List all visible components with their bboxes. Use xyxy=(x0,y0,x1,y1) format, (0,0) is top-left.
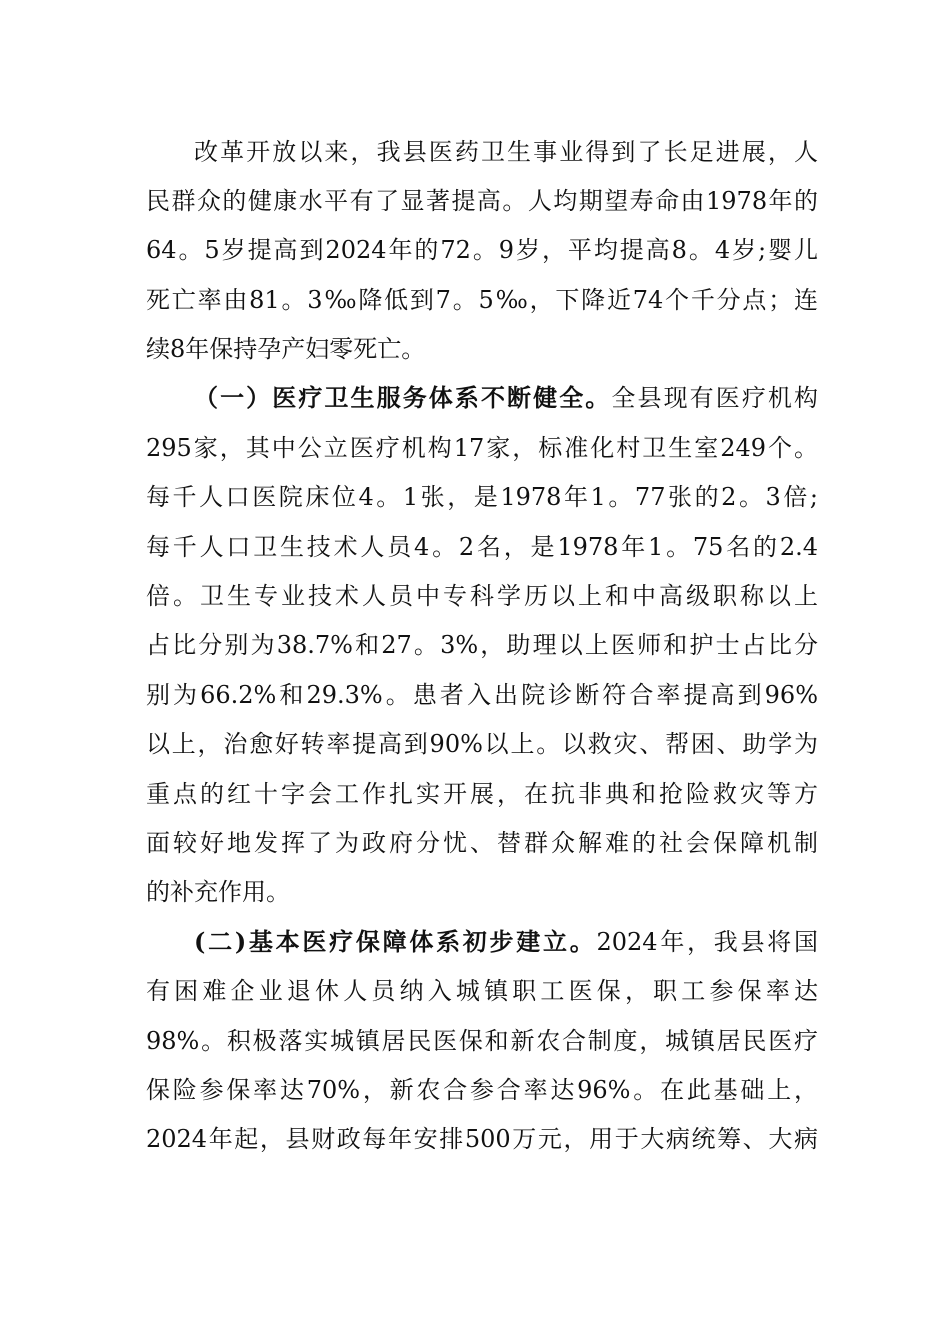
section-heading-2: (二)基本医疗保障体系初步建立。 xyxy=(194,927,597,956)
paragraph-2-line-2: 295家，其中公立医疗机构17家，标准化村卫生室249个。 xyxy=(146,434,818,462)
paragraph-2-line-11: 的补充作用。 xyxy=(146,878,290,906)
paragraph-1-line-4: 死亡率由81。3‰降低到7。5‰，下降近74个千分点；连 xyxy=(146,286,818,314)
paragraph-2-line-7: 别为66.2%和29.3%。患者入出院诊断符合率提高到96% xyxy=(146,681,818,709)
paragraph-2-line-8: 以上，治愈好转率提高到90%以上。以救灾、帮困、助学为 xyxy=(146,730,818,758)
paragraph-2-first-line-text: 全县现有医疗机构 xyxy=(611,384,818,412)
paragraph-1-line-2: 民群众的健康水平有了显著提高。人均期望寿命由1978年的 xyxy=(146,187,818,215)
paragraph-3-line-2: 有困难企业退休人员纳入城镇职工医保，职工参保率达 xyxy=(146,977,818,1005)
paragraph-2-line-5: 倍。卫生专业技术人员中专科学历以上和中高级职称以上 xyxy=(146,582,818,610)
paragraph-3-line-5: 2024年起，县财政每年安排500万元，用于大病统筹、大病 xyxy=(146,1125,818,1153)
paragraph-3-line-4: 保险参保率达70%，新农合参合率达96%。在此基础上， xyxy=(146,1076,818,1104)
paragraph-1-line-5: 续8年保持孕产妇零死亡。 xyxy=(146,335,426,363)
paragraph-2-line-3: 每千人口医院床位4。1张，是1978年1。77张的2。3倍; xyxy=(146,483,818,511)
paragraph-3-line-3: 98%。积极落实城镇居民医保和新农合制度，城镇居民医疗 xyxy=(146,1027,818,1055)
paragraph-2-line-1 xyxy=(194,380,818,416)
paragraph-2-line-9: 重点的红十字会工作扎实开展，在抗非典和抢险救灾等方 xyxy=(146,780,818,808)
paragraph-2-line-6: 占比分别为38.7%和27。3%，助理以上医师和护士占比分 xyxy=(146,631,818,659)
paragraph-3-line-1 xyxy=(194,924,818,960)
paragraph-3-first-line-text: 2024年，我县将国 xyxy=(596,928,818,956)
paragraph-2-line-4: 每千人口卫生技术人员4。2名，是1978年1。75名的2.4 xyxy=(146,533,818,561)
paragraph-1-line-3: 64。5岁提高到2024年的72。9岁，平均提高8。4岁;婴儿 xyxy=(146,236,818,264)
paragraph-1-line-1: 改革开放以来，我县医药卫生事业得到了长足进展，人 xyxy=(194,138,818,166)
paragraph-2-line-10: 面较好地发挥了为政府分忧、替群众解难的社会保障机制 xyxy=(146,829,818,857)
section-heading-1: （一）医疗卫生服务体系不断健全。 xyxy=(194,383,612,412)
